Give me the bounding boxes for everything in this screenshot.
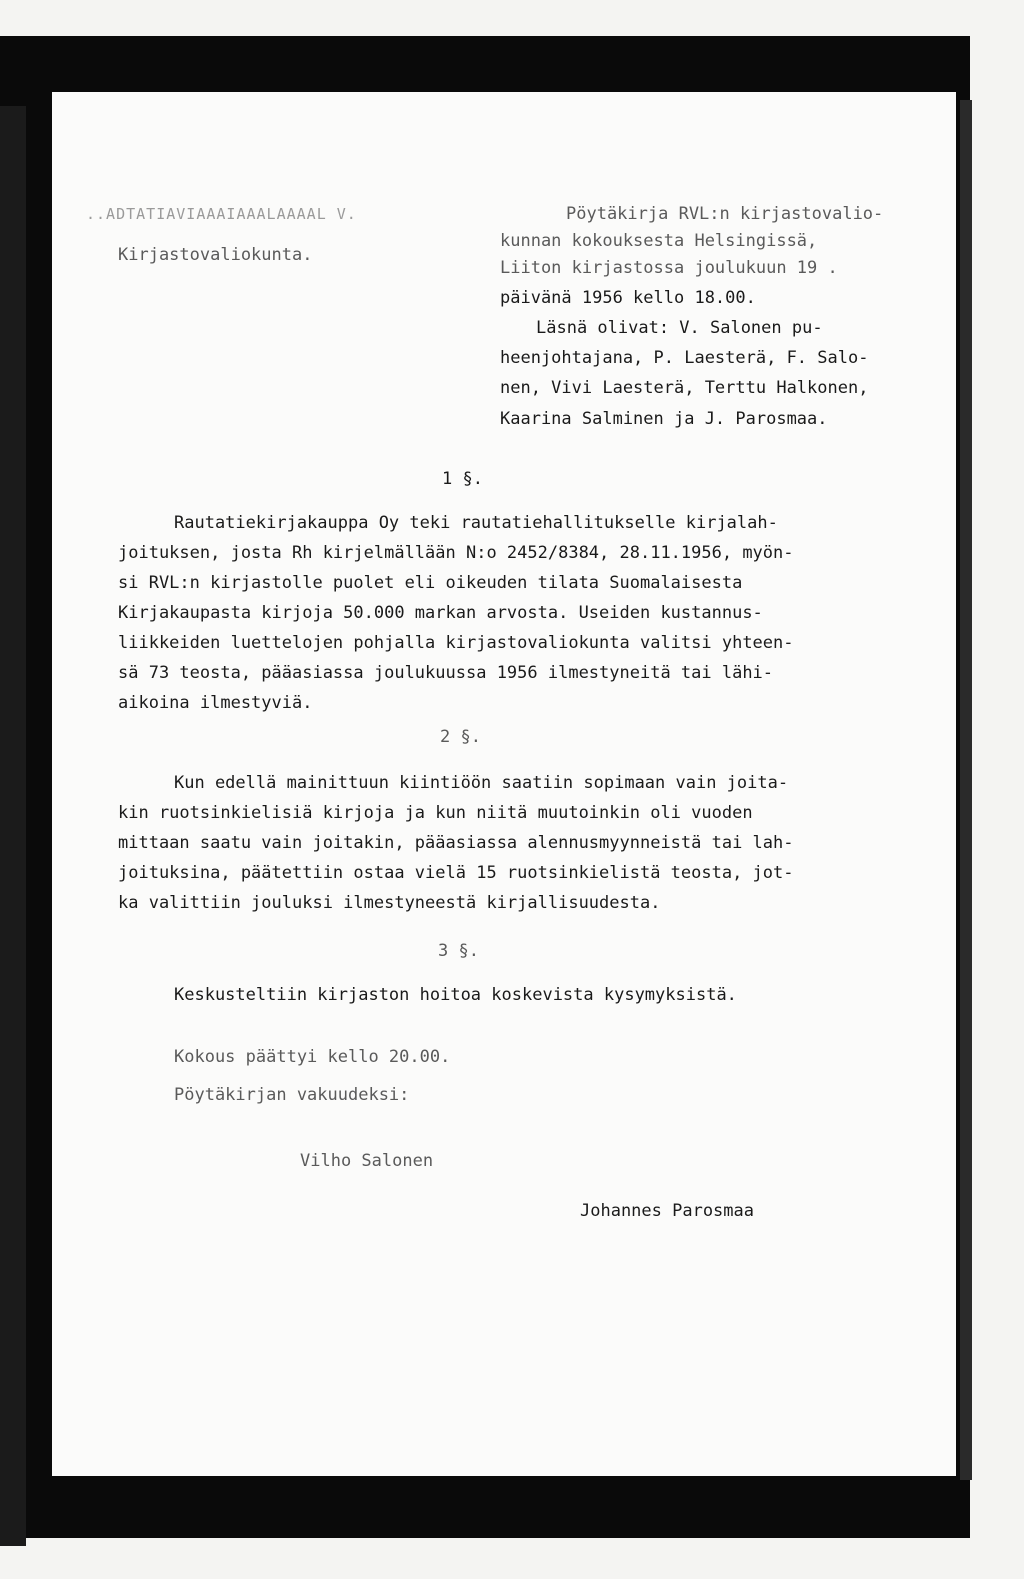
intro-line: Kaarina Salminen ja J. Parosmaa.: [500, 409, 828, 429]
intro-line: Läsnä olivat: V. Salonen pu-: [536, 318, 823, 338]
section-heading: 1 §.: [442, 469, 483, 489]
section-line: aikoina ilmestyviä.: [118, 693, 313, 713]
section-heading: 3 §.: [438, 941, 479, 961]
intro-line: heenjohtajana, P. Laesterä, F. Salo-: [500, 348, 869, 368]
header-organization: ..ADTATIAVIAAAIAAALAAAAL V.: [86, 205, 357, 223]
section-line: joituksen, josta Rh kirjelmällään N:o 2452/8384, 28.11.1956, myön-: [118, 543, 794, 563]
scan-top-margin: [0, 0, 1024, 36]
section-line: sä 73 teosta, pääasiassa joulukuussa 1956 ilmestyneitä tai lähi-: [118, 663, 774, 683]
intro-line: nen, Vivi Laesterä, Terttu Halkonen,: [500, 378, 869, 398]
section-line: Keskusteltiin kirjaston hoitoa koskevista kysymyksistä.: [174, 985, 737, 1005]
scan-left-edge: [0, 106, 26, 1546]
section-line: Rautatiekirjakauppa Oy teki rautatiehallitukselle kirjalah-: [174, 513, 778, 533]
section-line: joituksina, päätettiin ostaa vielä 15 ruotsinkielistä teosta, jot-: [118, 863, 794, 883]
intro-line: päivänä 1956 kello 18.00.: [500, 288, 756, 308]
signer-1: Vilho Salonen: [300, 1151, 434, 1171]
intro-line: Pöytäkirja RVL:n kirjastovalio-: [566, 204, 884, 224]
header-committee: Kirjastovaliokunta.: [118, 245, 313, 265]
section-line: kin ruotsinkielisiä kirjoja ja kun niitä muutoinkin oli vuoden: [118, 803, 753, 823]
section-line: liikkeiden luettelojen pohjalla kirjastovaliokunta valitsi yhteen-: [118, 633, 794, 653]
section-line: mittaan saatu vain joitakin, pääasiassa alennusmyynneistä tai lah-: [118, 833, 794, 853]
intro-line: kunnan kokouksesta Helsingissä,: [500, 231, 818, 251]
intro-line: Liiton kirjastossa joulukuun 19 .: [500, 258, 838, 278]
meeting-end: Kokous päättyi kello 20.00.: [174, 1047, 451, 1067]
certification-line: Pöytäkirjan vakuudeksi:: [174, 1085, 410, 1105]
section-line: Kirjakaupasta kirjoja 50.000 markan arvosta. Useiden kustannus-: [118, 603, 763, 623]
document-page: [52, 92, 956, 1476]
section-line: ka valittiin jouluksi ilmestyneestä kirjallisuudesta.: [118, 893, 661, 913]
scan-right-edge: [960, 100, 972, 1480]
signer-2: Johannes Parosmaa: [580, 1201, 754, 1221]
section-heading: 2 §.: [440, 727, 481, 747]
section-line: Kun edellä mainittuun kiintiöön saatiin sopimaan vain joita-: [174, 773, 789, 793]
section-line: si RVL:n kirjastolle puolet eli oikeuden tilata Suomalaisesta: [118, 573, 743, 593]
